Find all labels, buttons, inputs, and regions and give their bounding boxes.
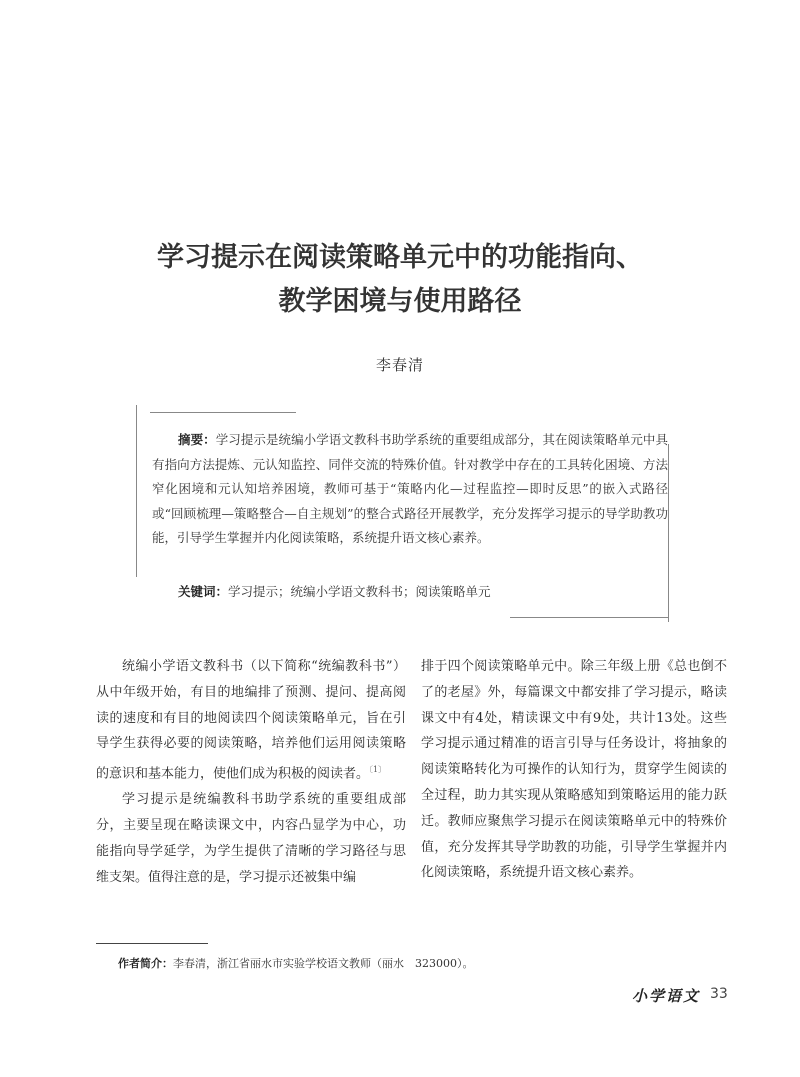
title-line-2: 教学困境与使用路径: [278, 286, 522, 317]
abstract-bottom-rule: [510, 617, 668, 618]
paragraph: [96, 787, 406, 890]
author-name: 李春清: [375, 356, 424, 374]
paragraph-text: 排于四个阅读策略单元中。除三年级上册《总也倒不了的老屋》外，每篇课文中都安排了学习提示，略读课文中有4处，精读课文中有9处，共计13处。这些学习提示通过精准的语言引导与任务设计，将抽象的阅读策略转化为可操作的认知行为，贯穿学生阅读的全过程，助力其实现从策略感知到策略运用的能力跃迁。教师应聚焦学习提示在阅读策略单元中的特殊价值，充分发挥其导学助教的功能，引导学生掌握并内化阅读策略，系统提升语文核心素养。: [421, 659, 727, 881]
keywords-text: 学习提示；统编小学语文教科书；阅读策略单元: [228, 584, 491, 599]
abstract-right-rule: [668, 444, 669, 622]
journal-name: 小学语文: [632, 987, 701, 1005]
keywords: [178, 580, 658, 604]
footnote-rule: [96, 943, 208, 944]
paragraph: [421, 654, 727, 886]
abstract-top-rule: [150, 412, 296, 413]
paragraph: [96, 654, 406, 787]
title-line-1: 学习提示在阅读策略单元中的功能指向、: [157, 242, 643, 273]
abstract: [152, 428, 668, 551]
body-column-right: [421, 654, 727, 886]
abstract-text: 学习提示是统编小学语文教科书助学系统的重要组成部分，其在阅读策略单元中具有指向方法提炼、元认知监控、同伴交流的特殊价值。针对教学中存在的工具转化困境、方法窄化困境和元认知培养困境，教师可基于“策略内化—过程监控—即时反思”的嵌入式路径或“回顾梳理—策略整合—自主规划”的整合式路径开展教学，充分发挥学习提示的导学助教功能，引导学生掌握并内化阅读策略，系统提升语文核心素养。: [152, 432, 668, 545]
footnote-text: 李春清，浙江省丽水市实验学校语文教师（丽水 323000）。: [173, 957, 474, 970]
author-footnote: [118, 955, 718, 973]
citation-marker: 〔1〕: [369, 765, 387, 775]
footnote-label: 作者简介：: [118, 957, 173, 970]
paragraph-text: 统编小学语文教科书（以下简称“统编教科书”）从中年级开始，有目的地编排了预测、提问、提高阅读的速度和有目的地阅读四个阅读策略单元，旨在引导学生获得必要的阅读策略，培养他们运用阅读策略的意识和基本能力，使他们成为积极的阅读者。: [96, 659, 406, 782]
abstract-left-rule: [136, 405, 137, 577]
abstract-label: 摘要：: [178, 432, 216, 447]
article-title: [0, 236, 800, 324]
page-number: 33: [710, 986, 728, 1002]
keywords-label: 关键词：: [178, 584, 229, 599]
paragraph-text: 学习提示是统编教科书助学系统的重要组成部分，主要呈现在略读课文中，内容凸显学为中心，功能指向导学延学，为学生提供了清晰的学习路径与思维支架。值得注意的是，学习提示还被集中编: [96, 792, 406, 885]
body-column-left: [96, 654, 406, 891]
